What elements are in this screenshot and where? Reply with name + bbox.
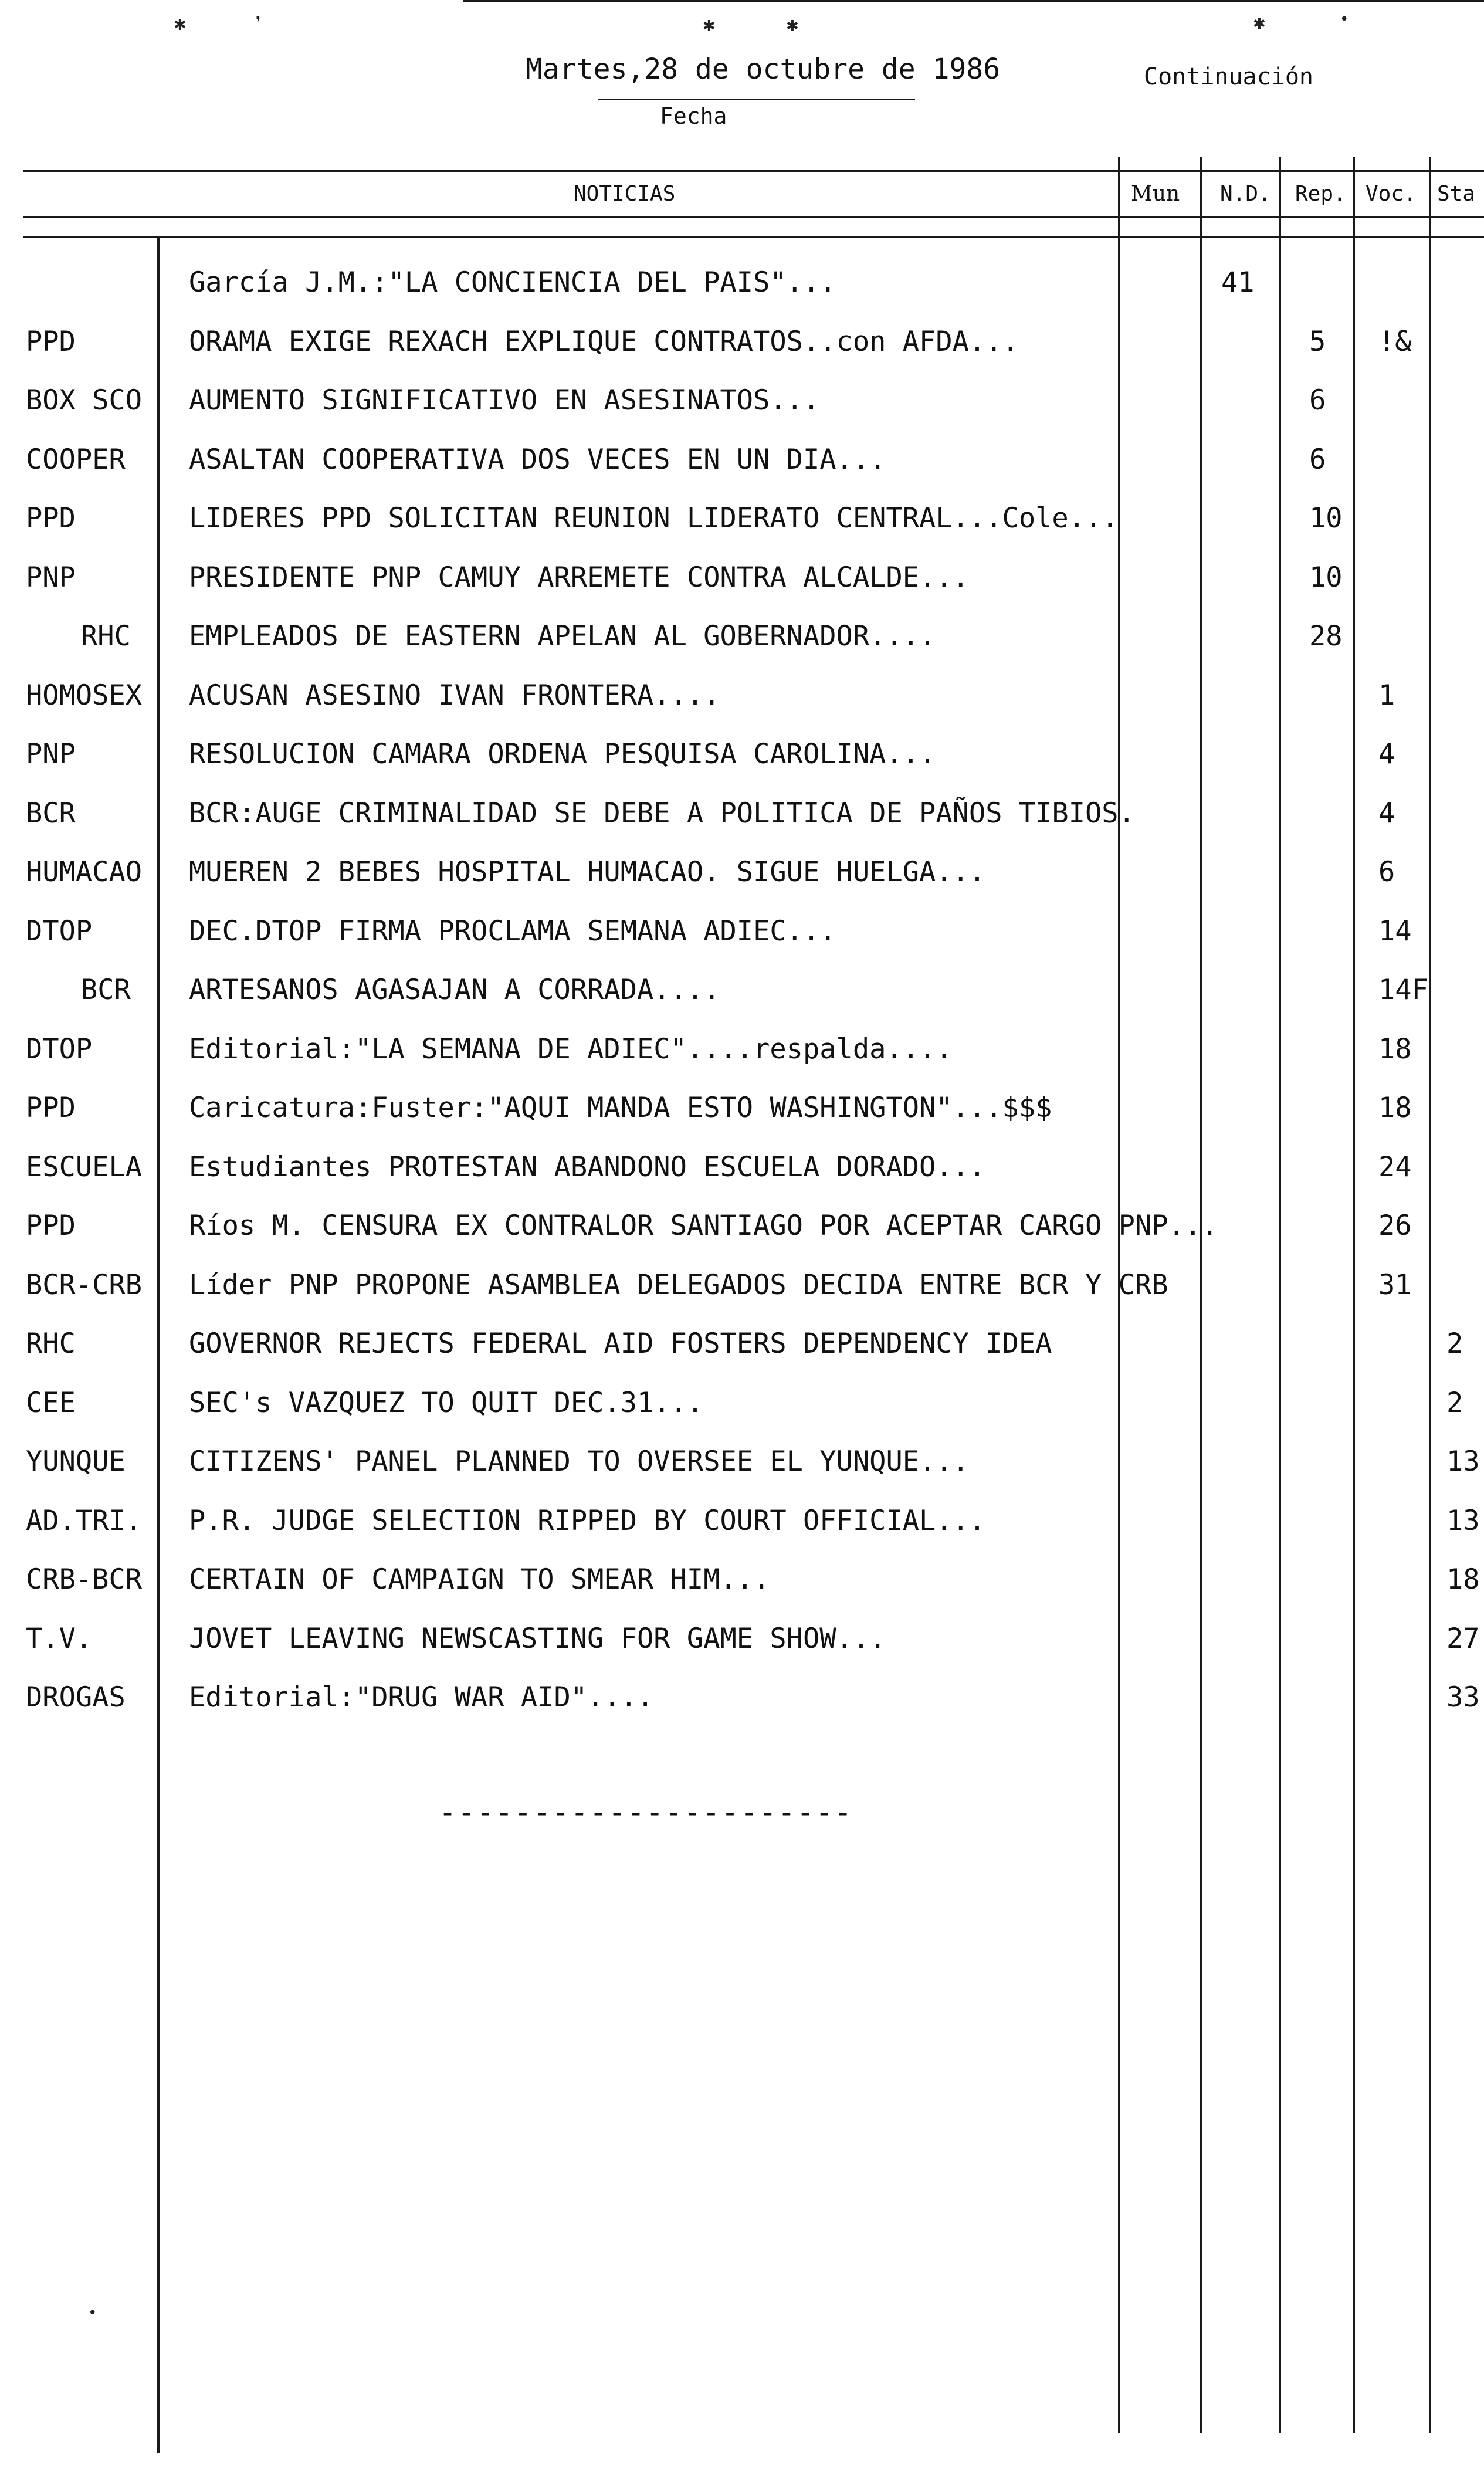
column-header-sta: Sta	[1437, 182, 1476, 206]
news-row	[0, 501, 1484, 560]
page-date: Martes,28 de octubre de 1986	[526, 53, 1001, 86]
row-headline: ORAMA EXIGE REXACH EXPLIQUE CONTRATOS..con AFDA...	[189, 326, 1019, 358]
scan-speck: ✱	[786, 18, 799, 35]
row-sta-page: 33	[1446, 1681, 1480, 1714]
row-category: RHC	[81, 620, 131, 652]
body-top-rule	[23, 236, 1484, 238]
row-rep-page: 10	[1309, 561, 1343, 594]
date-label: Fecha	[660, 103, 727, 129]
news-row	[0, 1504, 1484, 1562]
news-row	[0, 1444, 1484, 1503]
news-row	[0, 973, 1484, 1031]
row-sta-page: 2	[1446, 1328, 1463, 1360]
news-row	[0, 1621, 1484, 1680]
row-category: DROGAS	[26, 1681, 126, 1714]
row-sta-page: 18	[1446, 1563, 1480, 1596]
row-category: PPD	[26, 502, 76, 534]
news-row	[0, 678, 1484, 737]
row-sta-page: 13	[1446, 1505, 1480, 1537]
row-headline: SEC's VAZQUEZ TO QUIT DEC.31...	[189, 1387, 704, 1419]
column-header-mun: Mun	[1131, 182, 1180, 206]
row-headline: CITIZENS' PANEL PLANNED TO OVERSEE EL YUNQUE...	[189, 1445, 969, 1478]
news-row	[0, 1091, 1484, 1149]
scan-speck: ✱	[703, 18, 716, 35]
news-row	[0, 1562, 1484, 1621]
row-voc-page: 31	[1378, 1269, 1412, 1301]
row-rep-page: 10	[1309, 502, 1343, 534]
row-voc-page: !&	[1378, 326, 1412, 358]
row-headline: CERTAIN OF CAMPAIGN TO SMEAR HIM...	[189, 1563, 770, 1596]
row-headline: P.R. JUDGE SELECTION RIPPED BY COURT OFFICIAL...	[189, 1505, 986, 1537]
news-row	[0, 1150, 1484, 1208]
row-category: PNP	[26, 561, 76, 594]
scan-speck: ✱	[1253, 15, 1266, 33]
news-row	[0, 560, 1484, 619]
row-category: PNP	[26, 738, 76, 770]
row-headline: García J.M.:"LA CONCIENCIA DEL PAIS"...	[189, 266, 836, 299]
end-separator: ----------------------	[439, 1795, 853, 1829]
row-headline: EMPLEADOS DE EASTERN APELAN AL GOBERNADOR....	[189, 620, 936, 652]
row-rep-page: 5	[1309, 326, 1326, 358]
column-header-noticias: NOTICIAS	[574, 182, 676, 206]
row-voc-page: 26	[1378, 1210, 1412, 1242]
row-rep-page: 6	[1309, 384, 1326, 417]
row-category: DTOP	[26, 1033, 93, 1065]
row-category: CEE	[26, 1387, 76, 1419]
row-category: RHC	[26, 1328, 76, 1360]
row-voc-page: 18	[1378, 1092, 1412, 1124]
row-headline: JOVET LEAVING NEWSCASTING FOR GAME SHOW...	[189, 1623, 886, 1655]
row-headline: ASALTAN COOPERATIVA DOS VECES EN UN DIA...	[189, 443, 886, 476]
row-headline: Caricatura:Fuster:"AQUI MANDA ESTO WASHINGTON"...$$$	[189, 1092, 1052, 1124]
date-underline	[598, 99, 915, 100]
row-category: DTOP	[26, 915, 93, 947]
continuation-label: Continuación	[1144, 63, 1313, 90]
row-category: COOPER	[26, 443, 126, 476]
row-category: BCR	[81, 974, 131, 1006]
row-voc-page: 4	[1378, 797, 1395, 829]
row-category: BCR-CRB	[26, 1269, 143, 1301]
row-category: HOMOSEX	[26, 679, 143, 712]
row-headline: AUMENTO SIGNIFICATIVO EN ASESINATOS...	[189, 384, 820, 417]
news-row	[0, 1386, 1484, 1444]
row-voc-page: 24	[1378, 1151, 1412, 1183]
scan-speck: •	[1340, 11, 1349, 28]
row-headline: Estudiantes PROTESTAN ABANDONO ESCUELA DORADO...	[189, 1151, 986, 1183]
row-headline: DEC.DTOP FIRMA PROCLAMA SEMANA ADIEC...	[189, 915, 836, 947]
row-headline: Editorial:"LA SEMANA DE ADIEC"....respalda....	[189, 1033, 953, 1065]
row-category: PPD	[26, 1210, 76, 1242]
row-voc-page: 1	[1378, 679, 1395, 712]
news-row	[0, 855, 1484, 913]
row-sta-page: 2	[1446, 1387, 1463, 1419]
news-row	[0, 1326, 1484, 1385]
row-category: HUMACAO	[26, 856, 143, 888]
row-category: PPD	[26, 326, 76, 358]
row-category: T.V.	[26, 1623, 93, 1655]
row-category: ESCUELA	[26, 1151, 143, 1183]
row-rep-page: 6	[1309, 443, 1326, 476]
row-category: PPD	[26, 1092, 76, 1124]
news-row	[0, 1208, 1484, 1267]
row-sta-page: 27	[1446, 1623, 1480, 1655]
row-category: CRB-BCR	[26, 1563, 143, 1596]
row-headline: MUEREN 2 BEBES HOSPITAL HUMACAO. SIGUE HUELGA...	[189, 856, 986, 888]
row-headline: BCR:AUGE CRIMINALIDAD SE DEBE A POLITICA DE PAÑOS TIBIOS.	[189, 797, 1135, 829]
column-header-nd: N.D.	[1220, 182, 1271, 206]
top-rule	[463, 0, 1484, 2]
row-headline: ARTESANOS AGASAJAN A CORRADA....	[189, 974, 720, 1006]
news-row	[0, 1680, 1484, 1739]
row-sta-page: 13	[1446, 1445, 1480, 1478]
news-row	[0, 796, 1484, 855]
column-header-voc: Voc.	[1366, 182, 1417, 206]
row-headline: Ríos M. CENSURA EX CONTRALOR SANTIAGO POR ACEPTAR CARGO PNP...	[189, 1210, 1218, 1242]
row-headline: Líder PNP PROPONE ASAMBLEA DELEGADOS DECIDA ENTRE BCR Y CRB	[189, 1269, 1168, 1301]
news-row	[0, 1268, 1484, 1326]
row-category: BOX SCO	[26, 384, 143, 417]
row-category: YUNQUE	[26, 1445, 126, 1478]
row-rep-page: 28	[1309, 620, 1343, 652]
scan-speck: •	[88, 2304, 97, 2322]
row-voc-page: 6	[1378, 856, 1395, 888]
news-row	[0, 324, 1484, 383]
news-row	[0, 1032, 1484, 1091]
row-voc-page: 4	[1378, 738, 1395, 770]
news-row	[0, 737, 1484, 795]
news-row	[0, 914, 1484, 973]
row-headline: ACUSAN ASESINO IVAN FRONTERA....	[189, 679, 720, 712]
news-row	[0, 383, 1484, 442]
news-row	[0, 442, 1484, 501]
row-headline: Editorial:"DRUG WAR AID"....	[189, 1681, 654, 1714]
row-nd-page: 41	[1221, 266, 1255, 299]
scan-speck: ❜	[256, 14, 261, 32]
column-header-rep: Rep.	[1295, 182, 1346, 206]
row-voc-page: 18	[1378, 1033, 1412, 1065]
news-row	[0, 619, 1484, 678]
row-category: BCR	[26, 797, 76, 829]
news-row	[0, 265, 1484, 324]
scan-speck: ✱	[174, 16, 187, 34]
row-category: AD.TRI.	[26, 1505, 143, 1537]
row-headline: LIDERES PPD SOLICITAN REUNION LIDERATO CENTRAL...Cole...	[189, 502, 1119, 534]
row-voc-page: 14	[1378, 915, 1412, 947]
header-top-rule	[23, 170, 1484, 172]
header-bottom-rule	[23, 216, 1484, 218]
row-headline: PRESIDENTE PNP CAMUY ARREMETE CONTRA ALCALDE...	[189, 561, 969, 594]
row-voc-page: 14F	[1378, 974, 1428, 1006]
row-headline: GOVERNOR REJECTS FEDERAL AID FOSTERS DEPENDENCY IDEA	[189, 1328, 1052, 1360]
row-headline: RESOLUCION CAMARA ORDENA PESQUISA CAROLINA...	[189, 738, 936, 770]
